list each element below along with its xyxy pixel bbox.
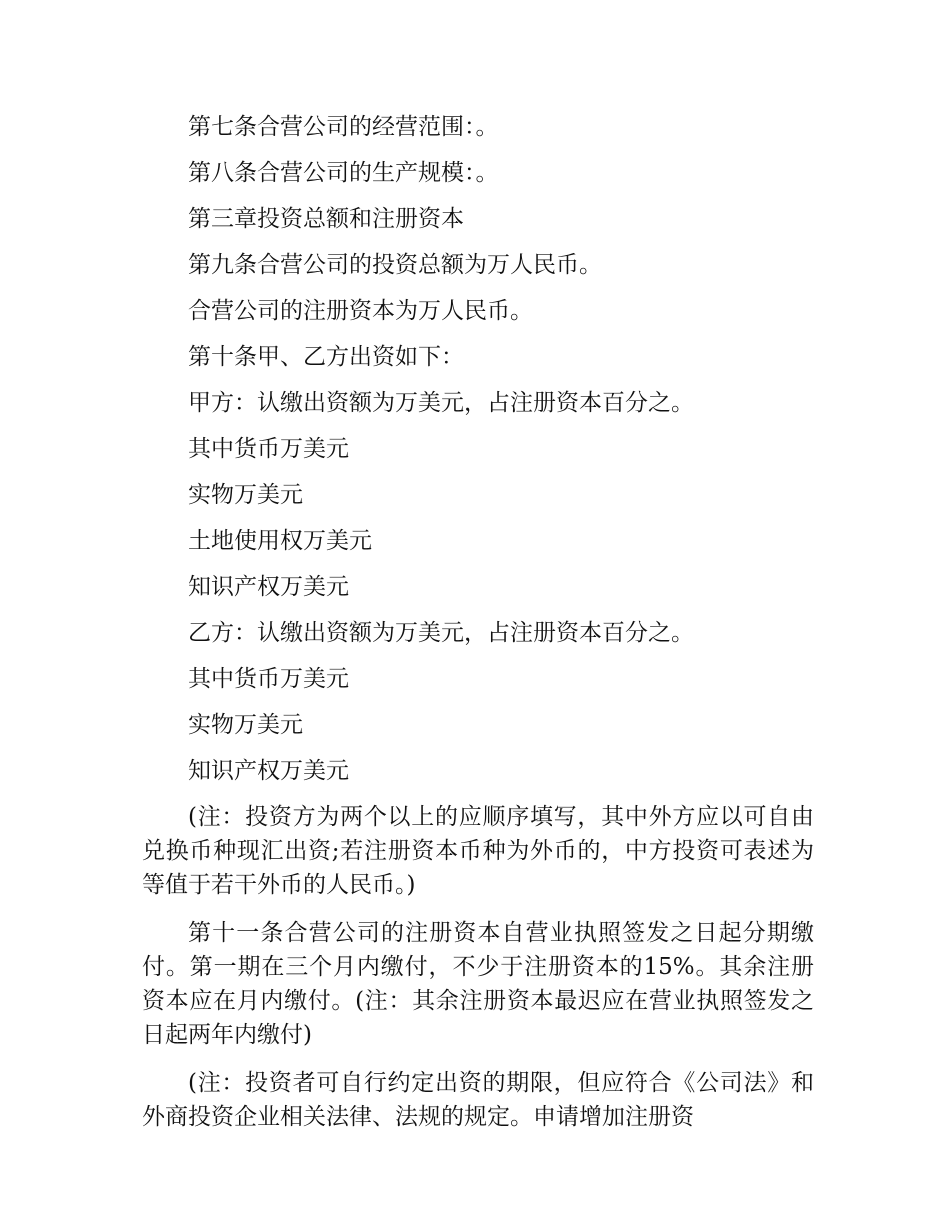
article-8-scale: 第八条合营公司的生产规模：。 bbox=[188, 160, 499, 186]
party-a-currency: 其中货币万美元 bbox=[188, 436, 349, 462]
party-b-intellectual-property: 知识产权万美元 bbox=[188, 758, 349, 784]
payment-term-note: (注：投资者可自行约定出资的期限，但应符合《公司法》和外商投资企业相关法律、法规的规定。申请增加注册资 bbox=[142, 1070, 814, 1130]
party-a-contribution: 甲方：认缴出资额为万美元，占注册资本百分之。 bbox=[188, 390, 694, 416]
chapter-3-heading: 第三章投资总额和注册资本 bbox=[188, 206, 464, 232]
investment-note: (注：投资方为两个以上的应顺序填写，其中外方应以可自由兑换币种现汇出资;若注册资本币种为外币的，中方投资可表述为等值于若干外币的人民币。) bbox=[142, 804, 814, 898]
party-b-currency: 其中货币万美元 bbox=[188, 666, 349, 692]
article-9-total-investment: 第九条合营公司的投资总额为万人民币。 bbox=[188, 252, 602, 278]
registered-capital-line: 合营公司的注册资本为万人民币。 bbox=[188, 298, 533, 324]
party-a-intellectual-property: 知识产权万美元 bbox=[188, 574, 349, 600]
party-b-in-kind: 实物万美元 bbox=[188, 712, 303, 738]
article-7-scope: 第七条合营公司的经营范围：。 bbox=[188, 114, 499, 140]
party-a-land-use-right: 土地使用权万美元 bbox=[188, 528, 372, 554]
article-11-payment: 第十一条合营公司的注册资本自营业执照签发之日起分期缴付。第一期在三个月内缴付，不少于注册资本的15%。其余注册资本应在月内缴付。(注：其余注册资本最迟应在营业执照签发之日起两年内缴付) bbox=[142, 920, 814, 1048]
party-a-in-kind: 实物万美元 bbox=[188, 482, 303, 508]
party-b-contribution: 乙方：认缴出资额为万美元，占注册资本百分之。 bbox=[188, 620, 694, 646]
article-10-contributions: 第十条甲、乙方出资如下： bbox=[188, 344, 464, 370]
